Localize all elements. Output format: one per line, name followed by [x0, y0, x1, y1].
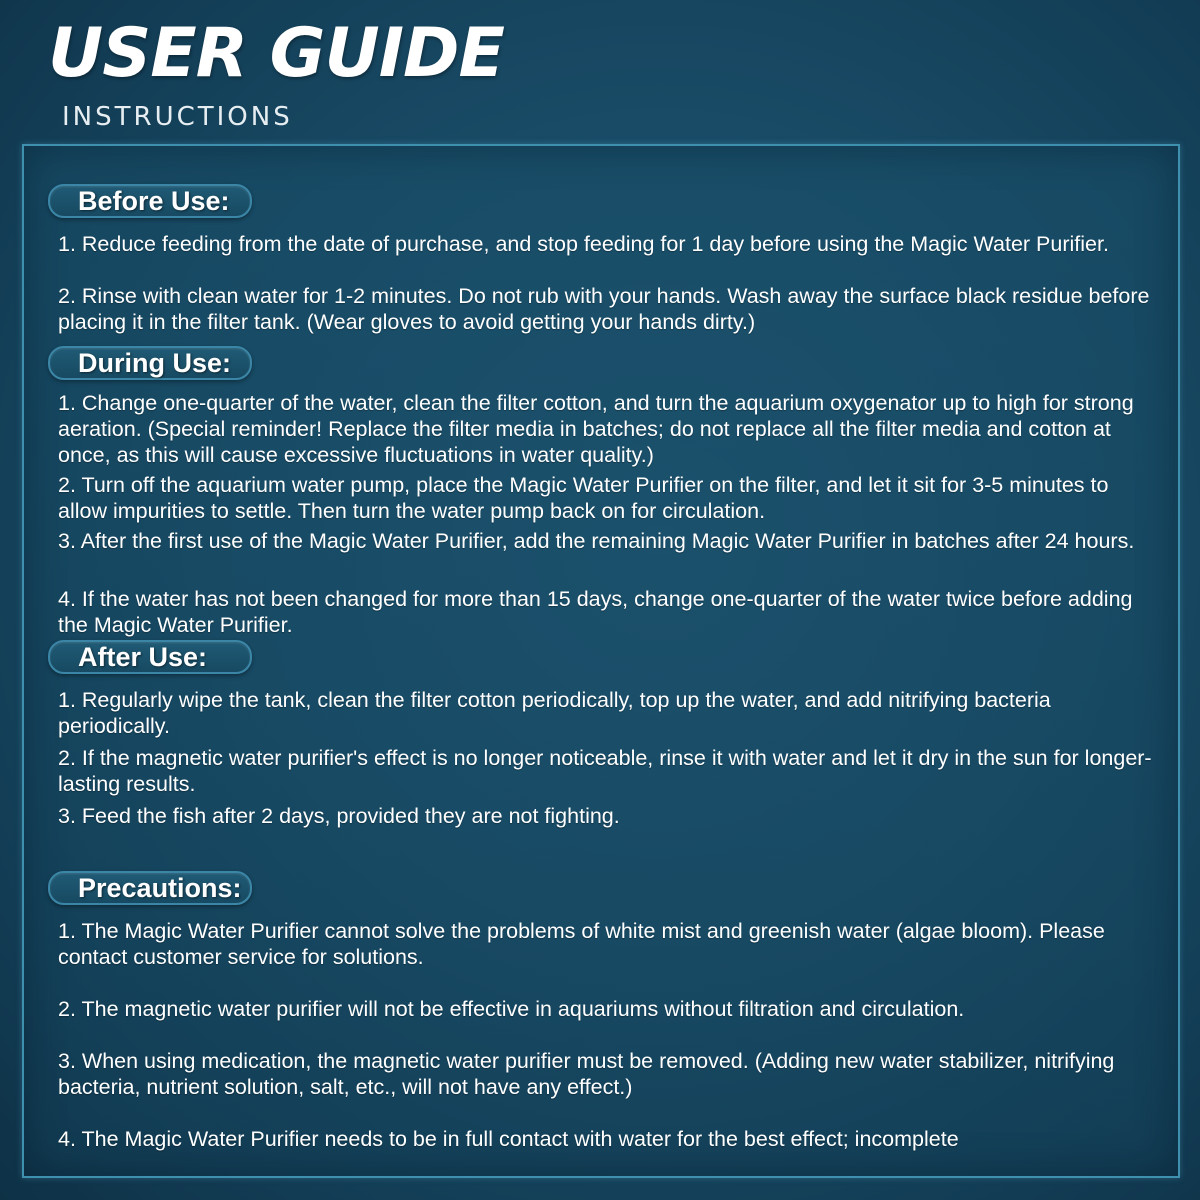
- instructions-panel: [22, 144, 1180, 1178]
- before-use-item-1: 1. Reduce feeding from the date of purchase, and stop feeding for 1 day before using the Magic Water Purifier.: [58, 232, 1109, 256]
- precautions-item-3: 3. When using medication, the magnetic water purifier must be removed. (Adding new water stabilizer, nitrifying bacteria, nutrient solution, salt, etc., will not have any effect.): [58, 1049, 1115, 1099]
- precautions-item-1: 1. The Magic Water Purifier cannot solve the problems of white mist and greenish water (algae bloom). Please contact customer service for solutions.: [58, 919, 1105, 969]
- section-heading-after-use: [48, 640, 252, 674]
- section-heading-before-use: [48, 184, 252, 218]
- page-title: USER GUIDE: [48, 14, 504, 93]
- section-heading-precautions: [48, 871, 252, 905]
- after-use-item-1: 1. Regularly wipe the tank, clean the filter cotton periodically, top up the water, and add nitrifying bacteria periodically.: [58, 688, 1051, 738]
- precautions-item-4: 4. The Magic Water Purifier needs to be in full contact with water for the best effect; incomplete: [58, 1127, 959, 1151]
- after-use-item-3: 3. Feed the fish after 2 days, provided they are not fighting.: [58, 804, 620, 828]
- section-heading-label: After Use:: [78, 642, 208, 672]
- during-use-item-3: 3. After the first use of the Magic Water Purifier, add the remaining Magic Water Purifier in batches after 24 hours.: [58, 529, 1135, 553]
- section-heading-during-use: [48, 346, 252, 380]
- section-heading-label: During Use:: [78, 348, 232, 378]
- precautions-item-2: 2. The magnetic water purifier will not be effective in aquariums without filtration and circulation.: [58, 997, 965, 1021]
- section-heading-label: Before Use:: [78, 186, 230, 216]
- during-use-item-2: 2. Turn off the aquarium water pump, place the Magic Water Purifier on the filter, and let it sit for 3-5 minutes to allow impurities to settle. Then turn the water pump back on for circulation.: [58, 473, 1109, 523]
- page-subtitle: INSTRUCTIONS: [62, 102, 293, 132]
- after-use-item-2: 2. If the magnetic water purifier's effect is no longer noticeable, rinse it with water and let it dry in the sun for longer-lasting results.: [58, 746, 1152, 796]
- section-heading-label: Precautions:: [78, 873, 242, 903]
- during-use-item-4: 4. If the water has not been changed for more than 15 days, change one-quarter of the water twice before adding the Magic Water Purifier.: [58, 587, 1133, 637]
- during-use-item-1: 1. Change one-quarter of the water, clean the filter cotton, and turn the aquarium oxygenator up to high for strong aeration. (Special reminder! Replace the filter media in batches; do not replace all the filter media and cotton at once, as this will cause excessive fluctuations in water quality.): [58, 391, 1134, 467]
- before-use-item-2: 2. Rinse with clean water for 1-2 minutes. Do not rub with your hands. Wash away the surface black residue before placing it in the filter tank. (Wear gloves to avoid getting your hands dirty.): [58, 284, 1150, 334]
